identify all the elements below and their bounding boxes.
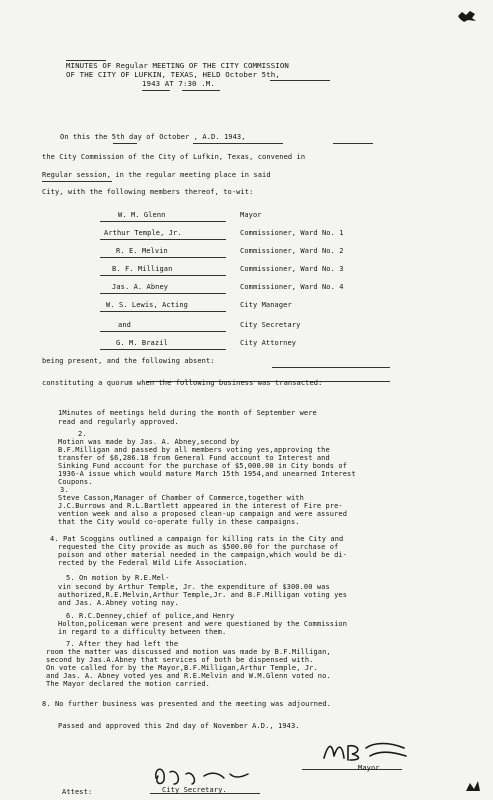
member-name: Jas. A. Abney [112,283,169,291]
secretary-label: City Secretary. [162,786,227,794]
item-line: 4. Pat Scoggins outlined a campaign for killing rats in the City and [50,535,344,543]
item-line: J.C.Burrows and R.L.Bartlett appeared in the interest of Fire pre- [58,502,343,510]
item-line: 2. [78,430,87,438]
item-line: Holton,policeman were present and were questioned by the Commission [58,620,348,628]
member-name: W. M. Glenn [118,211,166,219]
opening-line-2: the City Commission of the City of Lufkin, Texas, convened in [42,153,306,161]
member-name: B. F. Milligan [112,265,173,273]
item-line: On vote called for by the Mayor,B.F.Milligan,Arthur Temple, Jr. [46,664,318,672]
opening-line-3: Regular session, in the regular meeting place in said [42,171,271,179]
item-line: 7. After they had left the [66,640,179,648]
presence-line-2: constituting a quorum when the following business was transacted: [42,379,323,387]
member-title: Commissioner, Ward No. 4 [240,283,344,291]
item-line: 6. R.C.Denney,chief of police,and Henry [66,612,235,620]
minutes-header-line-3: 1943 AT 7:30 .M. [142,79,215,88]
item-line: B.F.Milligan and passed by all members voting yes,approving the [58,446,330,454]
item-line: read and regularly approved. [58,418,179,426]
approval-line: Passed and approved this 2nd day of November A.D., 1943. [58,722,300,730]
member-title: City Manager [240,301,292,309]
member-title: Commissioner, Ward No. 3 [240,265,344,273]
presence-line-1: being present, and the following absent: [42,357,215,365]
item-line: 1936-A issue which would mature March 15th 1954,and unearned Interest [58,470,356,478]
item-line: 8. No further business was presented and the meeting was adjourned. [42,700,332,708]
attest-label: Attest: [62,788,93,796]
item-line: Steve Casson,Manager of Chamber of Commerce,together with [58,494,304,502]
item-line: room the matter was discussed and motion was made by B.F.Milligan, [46,648,331,656]
member-title: City Attorney [240,339,297,347]
item-line: Motion was made by Jas. A. Abney,second by [58,438,240,446]
item-line: poison and other material needed in the campaign,which would be di- [58,551,348,559]
item-line: that the City would co-operate fully in these campaigns. [58,518,300,526]
item-line: Coupons. [58,478,93,486]
item-line: 5. On motion by R.E.Mel- [66,574,170,582]
member-title: City Secretary [240,321,301,329]
item-line: The Mayor declared the motion carried. [46,680,210,688]
member-name: R. E. Melvin [116,247,168,255]
member-name: G. M. Brazil [116,339,168,347]
stamp-mark-icon [456,8,478,27]
member-title: Mayor [240,211,262,219]
item-line: 3. [60,486,69,494]
minutes-header-line-2: OF THE CITY OF LUFKIN, TEXAS, HELD October 5th, [66,70,280,79]
item-line: Sinking Fund account for the purchase of $5,000.00 in City bonds of [58,462,348,470]
member-name: Arthur Temple, Jr. [104,229,182,237]
item-line: rected by the Federal Wild Life Association. [58,559,248,567]
item-line: authorized,R.E.Melvin,Arthur Temple,Jr. and B.F.Milligan voting yes [58,591,348,599]
item-line: second by Jas.A.Abney that services of both be dispensed with. [46,656,314,664]
item-line: requested the City provide as much as $500.00 for the purchase of [58,543,339,551]
member-name: and [118,321,131,329]
item-line: and Jas. A.Abney voting nay. [58,599,179,607]
opening-line-1: On this the 5th day of October , A.D. 1943, [60,133,246,141]
corner-mark-icon [464,778,482,797]
minutes-header-line-1: MINUTES OF Regular MEETING OF THE CITY COMMISSION [66,61,289,70]
item-line: and Jas. A. Abney voted yes and R.E.Melvin and W.M.Glenn voted no. [46,672,331,680]
item-line: in regard to a difficulty between them. [58,628,227,636]
item-line: transfer of $6,286.18 from General Fund account to Interest and [58,454,330,462]
item-line: vin second by Arthur Temple, Jr. the expenditure of $300.00 was [58,583,330,591]
member-title: Commissioner, Ward No. 1 [240,229,344,237]
member-title: Commissioner, Ward No. 2 [240,247,344,255]
item-line: 1Minutes of meetings held during the month of September were [58,409,317,417]
opening-line-4: City, with the following members thereof, to-wit: [42,188,254,196]
member-name: W. S. Lewis, Acting [106,301,188,309]
mayor-label: Mayor [358,764,380,772]
item-line: vention week and also a proposed clean-up campaign and were assured [58,510,348,518]
